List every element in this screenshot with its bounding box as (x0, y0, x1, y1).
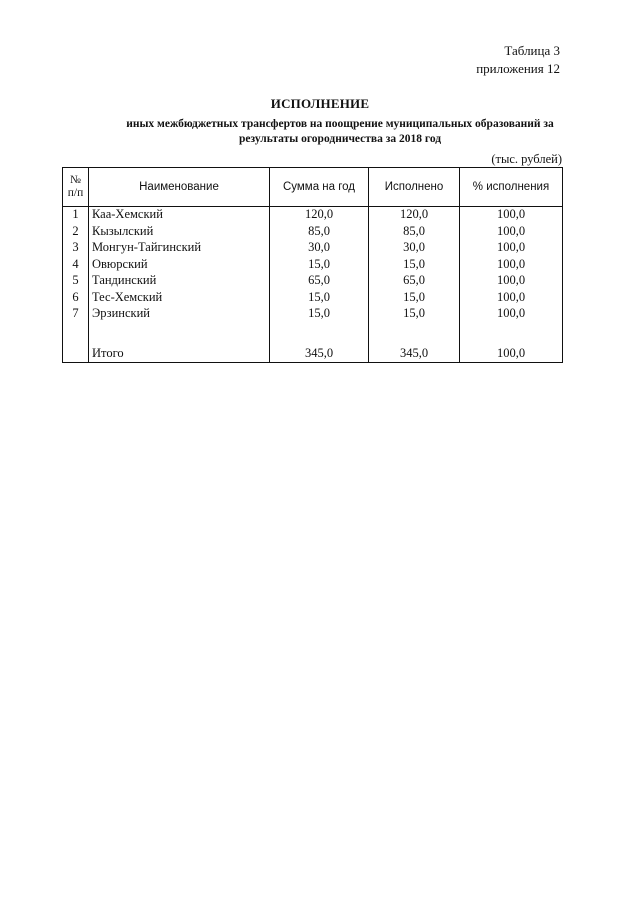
appendix-reference: приложения 12 (476, 61, 560, 76)
table-row (63, 273, 563, 290)
table-total-row (63, 341, 563, 363)
row-name: Эрзинский (89, 306, 270, 323)
subtitle-line-1: иных межбюджетных трансфертов на поощрение муниципальных образований за (126, 118, 554, 130)
row-number: 4 (63, 257, 89, 274)
document-subtitle (60, 117, 620, 147)
total-number-cell (63, 341, 89, 363)
row-executed: 65,0 (369, 273, 460, 290)
row-percent: 100,0 (460, 273, 563, 290)
row-name: Каа-Хемский (89, 207, 270, 224)
row-number: 3 (63, 240, 89, 257)
column-header-number (63, 168, 89, 207)
subtitle-line-2: результаты огородничества за 2018 год (238, 133, 442, 145)
spacer-cell (63, 323, 89, 341)
row-annual-sum: 85,0 (270, 224, 369, 241)
table-row (63, 306, 563, 323)
table-spacer-row (63, 323, 563, 341)
row-number: 6 (63, 290, 89, 307)
row-name: Монгун-Тайгинский (89, 240, 270, 257)
column-header-annual-sum: Сумма на год (270, 168, 369, 207)
table-header-row (63, 168, 563, 207)
column-header-executed: Исполнено (369, 168, 460, 207)
row-percent: 100,0 (460, 207, 563, 224)
total-annual-sum: 345,0 (270, 341, 369, 363)
row-name: Овюрский (89, 257, 270, 274)
table-row (63, 224, 563, 241)
table-row (63, 257, 563, 274)
row-number: 1 (63, 207, 89, 224)
column-header-number-sign: № (70, 174, 81, 186)
total-label: Итого (89, 341, 270, 363)
column-header-percent: % исполнения (460, 168, 563, 207)
row-executed: 120,0 (369, 207, 460, 224)
row-percent: 100,0 (460, 240, 563, 257)
spacer-cell (369, 323, 460, 341)
document-title: ИСПОЛНЕНИЕ (270, 96, 370, 111)
row-number: 2 (63, 224, 89, 241)
row-annual-sum: 15,0 (270, 306, 369, 323)
spacer-cell (89, 323, 270, 341)
column-header-number-abbr: п/п (67, 187, 84, 199)
row-percent: 100,0 (460, 224, 563, 241)
table-row (63, 207, 563, 224)
row-annual-sum: 15,0 (270, 290, 369, 307)
row-name: Тес-Хемский (89, 290, 270, 307)
row-name: Кызылский (89, 224, 270, 241)
table-row (63, 290, 563, 307)
row-executed: 15,0 (369, 257, 460, 274)
row-annual-sum: 65,0 (270, 273, 369, 290)
row-number: 7 (63, 306, 89, 323)
total-executed: 345,0 (369, 341, 460, 363)
row-number: 5 (63, 273, 89, 290)
row-annual-sum: 30,0 (270, 240, 369, 257)
spacer-cell (270, 323, 369, 341)
row-name: Тандинский (89, 273, 270, 290)
table-row (63, 240, 563, 257)
spacer-cell (460, 323, 563, 341)
row-percent: 100,0 (460, 257, 563, 274)
table-reference-number: Таблица 3 (504, 43, 560, 58)
row-percent: 100,0 (460, 290, 563, 307)
row-executed: 15,0 (369, 306, 460, 323)
total-percent: 100,0 (460, 341, 563, 363)
row-executed: 30,0 (369, 240, 460, 257)
row-annual-sum: 15,0 (270, 257, 369, 274)
column-header-name: Наименование (89, 168, 270, 207)
row-executed: 85,0 (369, 224, 460, 241)
row-percent: 100,0 (460, 306, 563, 323)
row-annual-sum: 120,0 (270, 207, 369, 224)
row-executed: 15,0 (369, 290, 460, 307)
units-label: (тыс. рублей) (491, 152, 562, 166)
execution-table (62, 167, 563, 363)
